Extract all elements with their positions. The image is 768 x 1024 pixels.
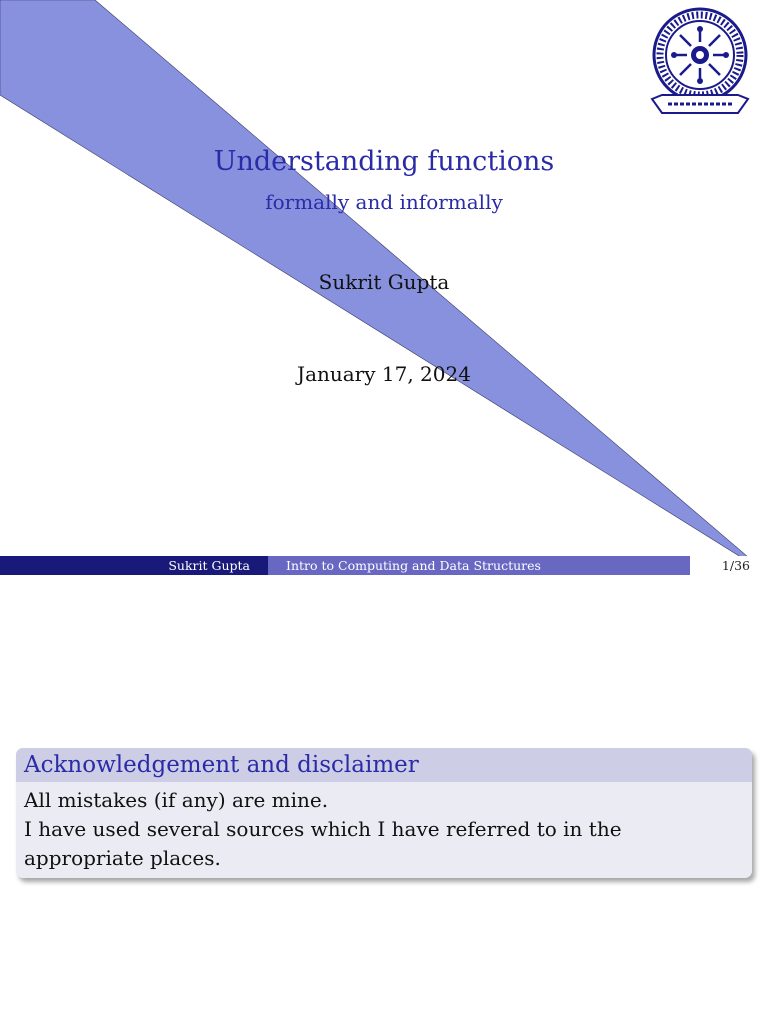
disclaimer-block bbox=[16, 748, 752, 878]
block-heading: Acknowledgement and disclaimer bbox=[16, 748, 752, 782]
footer-course: Intro to Computing and Data Structures bbox=[268, 556, 690, 575]
presentation-date: January 17, 2024 bbox=[297, 362, 471, 386]
acknowledgement-slide bbox=[0, 578, 768, 1024]
disclaimer-line-1: All mistakes (if any) are mine. bbox=[24, 788, 329, 812]
footer-page-number: 1/36 bbox=[690, 556, 768, 575]
author-name: Sukrit Gupta bbox=[318, 270, 450, 294]
block-body bbox=[16, 782, 752, 873]
footer-author: Sukrit Gupta bbox=[0, 556, 268, 575]
presentation-title: Understanding functions bbox=[213, 146, 555, 177]
slide-footer bbox=[0, 556, 768, 575]
institute-logo bbox=[646, 7, 754, 117]
disclaimer-line-2: I have used several sources which I have referred to in the appropriate places. bbox=[24, 817, 622, 870]
presentation-subtitle: formally and informally bbox=[265, 190, 503, 214]
